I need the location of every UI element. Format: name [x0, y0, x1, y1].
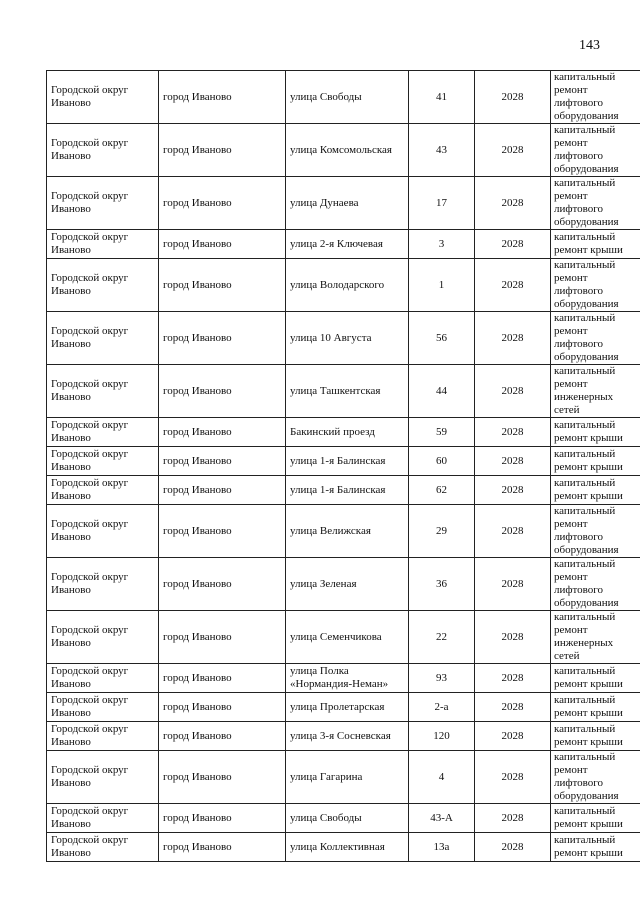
year-cell: 2028: [475, 476, 551, 505]
street-cell: улица 3-я Сосневская: [286, 722, 409, 751]
year-cell: 2028: [475, 259, 551, 312]
work-type-cell: капитальный ремонт крыши: [551, 230, 640, 259]
table-row: [47, 418, 640, 447]
table-row: [47, 365, 640, 418]
house-number-cell: 62: [409, 476, 475, 505]
settlement-cell: город Иваново: [159, 664, 286, 693]
house-number-cell: 120: [409, 722, 475, 751]
repair-schedule-table: [46, 70, 640, 862]
year-cell: 2028: [475, 693, 551, 722]
house-number-cell: 59: [409, 418, 475, 447]
work-type-cell: капитальный ремонт лифтового оборудования: [551, 558, 640, 611]
work-type-cell: капитальный ремонт крыши: [551, 447, 640, 476]
settlement-cell: город Иваново: [159, 365, 286, 418]
table-row: [47, 177, 640, 230]
house-number-cell: 44: [409, 365, 475, 418]
table-row: [47, 558, 640, 611]
house-number-cell: 93: [409, 664, 475, 693]
street-cell: улица Пролетарская: [286, 693, 409, 722]
year-cell: 2028: [475, 611, 551, 664]
year-cell: 2028: [475, 505, 551, 558]
year-cell: 2028: [475, 71, 551, 124]
work-type-cell: капитальный ремонт лифтового оборудования: [551, 71, 640, 124]
work-type-cell: капитальный ремонт лифтового оборудования: [551, 124, 640, 177]
work-type-cell: капитальный ремонт крыши: [551, 804, 640, 833]
table-row: [47, 664, 640, 693]
year-cell: 2028: [475, 124, 551, 177]
house-number-cell: 4: [409, 751, 475, 804]
work-type-cell: капитальный ремонт лифтового оборудования: [551, 259, 640, 312]
street-cell: улица Семенчикова: [286, 611, 409, 664]
table-row: [47, 833, 640, 862]
municipality-cell: Городской округ Иваново: [47, 476, 159, 505]
municipality-cell: Городской округ Иваново: [47, 71, 159, 124]
street-cell: улица 10 Августа: [286, 312, 409, 365]
house-number-cell: 22: [409, 611, 475, 664]
settlement-cell: город Иваново: [159, 505, 286, 558]
house-number-cell: 29: [409, 505, 475, 558]
street-cell: улица Гагарина: [286, 751, 409, 804]
municipality-cell: Городской округ Иваново: [47, 804, 159, 833]
municipality-cell: Городской округ Иваново: [47, 447, 159, 476]
municipality-cell: Городской округ Иваново: [47, 418, 159, 447]
municipality-cell: Городской округ Иваново: [47, 124, 159, 177]
work-type-cell: капитальный ремонт лифтового оборудования: [551, 177, 640, 230]
municipality-cell: Городской округ Иваново: [47, 365, 159, 418]
work-type-cell: капитальный ремонт инженерных сетей: [551, 365, 640, 418]
table-row: [47, 476, 640, 505]
settlement-cell: город Иваново: [159, 751, 286, 804]
street-cell: улица Зеленая: [286, 558, 409, 611]
table-row: [47, 751, 640, 804]
street-cell: улица Комсомольская: [286, 124, 409, 177]
street-cell: улица 1-я Балинская: [286, 447, 409, 476]
settlement-cell: город Иваново: [159, 476, 286, 505]
work-type-cell: капитальный ремонт крыши: [551, 722, 640, 751]
table-row: [47, 505, 640, 558]
street-cell: улица Свободы: [286, 804, 409, 833]
year-cell: 2028: [475, 230, 551, 259]
settlement-cell: город Иваново: [159, 611, 286, 664]
street-cell: улица 1-я Балинская: [286, 476, 409, 505]
work-type-cell: капитальный ремонт крыши: [551, 693, 640, 722]
settlement-cell: город Иваново: [159, 71, 286, 124]
year-cell: 2028: [475, 447, 551, 476]
settlement-cell: город Иваново: [159, 833, 286, 862]
year-cell: 2028: [475, 804, 551, 833]
table-row: [47, 693, 640, 722]
year-cell: 2028: [475, 177, 551, 230]
municipality-cell: Городской округ Иваново: [47, 664, 159, 693]
table-row: [47, 312, 640, 365]
house-number-cell: 13а: [409, 833, 475, 862]
street-cell: Бакинский проезд: [286, 418, 409, 447]
settlement-cell: город Иваново: [159, 124, 286, 177]
year-cell: 2028: [475, 418, 551, 447]
settlement-cell: город Иваново: [159, 447, 286, 476]
work-type-cell: капитальный ремонт крыши: [551, 833, 640, 862]
table-row: [47, 804, 640, 833]
house-number-cell: 36: [409, 558, 475, 611]
settlement-cell: город Иваново: [159, 804, 286, 833]
municipality-cell: Городской округ Иваново: [47, 693, 159, 722]
settlement-cell: город Иваново: [159, 259, 286, 312]
street-cell: улица Володарского: [286, 259, 409, 312]
house-number-cell: 3: [409, 230, 475, 259]
work-type-cell: капитальный ремонт лифтового оборудования: [551, 312, 640, 365]
table-row: [47, 71, 640, 124]
settlement-cell: город Иваново: [159, 177, 286, 230]
year-cell: 2028: [475, 664, 551, 693]
municipality-cell: Городской округ Иваново: [47, 722, 159, 751]
work-type-cell: капитальный ремонт лифтового оборудования: [551, 751, 640, 804]
house-number-cell: 1: [409, 259, 475, 312]
street-cell: улица Велижская: [286, 505, 409, 558]
municipality-cell: Городской округ Иваново: [47, 833, 159, 862]
municipality-cell: Городской округ Иваново: [47, 558, 159, 611]
settlement-cell: город Иваново: [159, 722, 286, 751]
year-cell: 2028: [475, 833, 551, 862]
municipality-cell: Городской округ Иваново: [47, 611, 159, 664]
table-row: [47, 259, 640, 312]
table-row: [47, 230, 640, 259]
house-number-cell: 60: [409, 447, 475, 476]
house-number-cell: 43-А: [409, 804, 475, 833]
municipality-cell: Городской округ Иваново: [47, 751, 159, 804]
work-type-cell: капитальный ремонт крыши: [551, 418, 640, 447]
work-type-cell: капитальный ремонт крыши: [551, 664, 640, 693]
page-number: 143: [579, 38, 600, 53]
settlement-cell: город Иваново: [159, 693, 286, 722]
settlement-cell: город Иваново: [159, 558, 286, 611]
municipality-cell: Городской округ Иваново: [47, 505, 159, 558]
work-type-cell: капитальный ремонт крыши: [551, 476, 640, 505]
year-cell: 2028: [475, 722, 551, 751]
table-row: [47, 611, 640, 664]
settlement-cell: город Иваново: [159, 418, 286, 447]
table-row: [47, 447, 640, 476]
house-number-cell: 43: [409, 124, 475, 177]
work-type-cell: капитальный ремонт лифтового оборудования: [551, 505, 640, 558]
table-body: [47, 71, 640, 862]
municipality-cell: Городской округ Иваново: [47, 230, 159, 259]
municipality-cell: Городской округ Иваново: [47, 312, 159, 365]
house-number-cell: 56: [409, 312, 475, 365]
street-cell: улица Дунаева: [286, 177, 409, 230]
settlement-cell: город Иваново: [159, 230, 286, 259]
street-cell: улица Ташкентская: [286, 365, 409, 418]
house-number-cell: 17: [409, 177, 475, 230]
street-cell: улица 2-я Ключевая: [286, 230, 409, 259]
municipality-cell: Городской округ Иваново: [47, 259, 159, 312]
year-cell: 2028: [475, 751, 551, 804]
municipality-cell: Городской округ Иваново: [47, 177, 159, 230]
year-cell: 2028: [475, 365, 551, 418]
table-row: [47, 124, 640, 177]
street-cell: улица Свободы: [286, 71, 409, 124]
year-cell: 2028: [475, 558, 551, 611]
table-row: [47, 722, 640, 751]
house-number-cell: 2-а: [409, 693, 475, 722]
street-cell: улица Полка «Нормандия-Неман»: [286, 664, 409, 693]
street-cell: улица Коллективная: [286, 833, 409, 862]
house-number-cell: 41: [409, 71, 475, 124]
settlement-cell: город Иваново: [159, 312, 286, 365]
year-cell: 2028: [475, 312, 551, 365]
work-type-cell: капитальный ремонт инженерных сетей: [551, 611, 640, 664]
